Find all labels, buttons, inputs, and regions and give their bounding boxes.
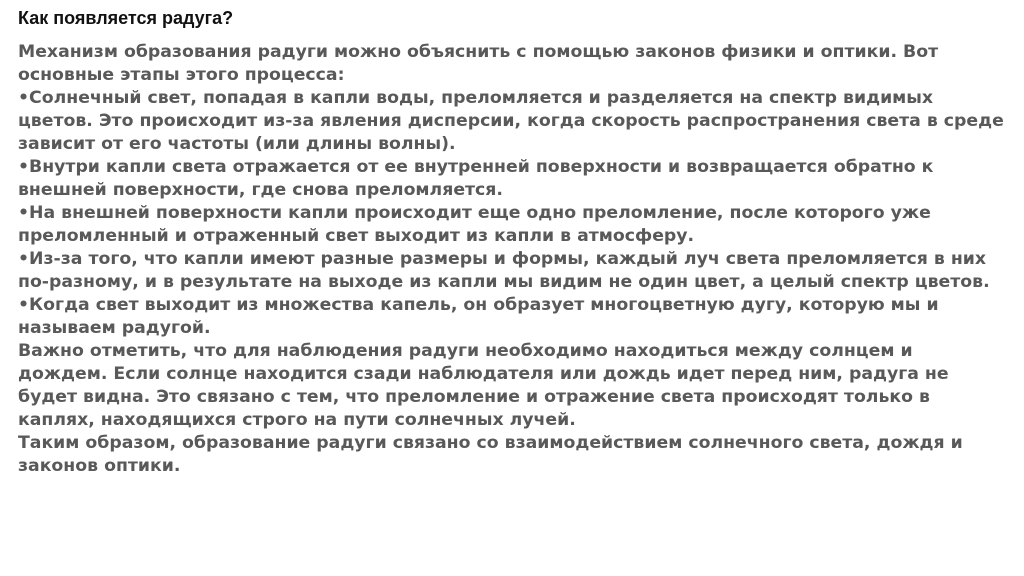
bullet-item-3: •На внешней поверхности капли происходит еще одно преломление, после которого уже преломленный и отраженный свет выходит из капли в атмосферу. [18, 203, 931, 246]
bullet-item-5: •Когда свет выходит из множества капель, он образует многоцветную дугу, которую мы и называем радугой. [18, 295, 939, 338]
slide-title: Как появляется радуга? [18, 8, 234, 28]
bullet-item-4: •Из-за того, что капли имеют разные размеры и формы, каждый луч света преломляется в них по-разному, и в результате на выходе из капли мы видим не один цвет, а целый спектр цветов. [18, 249, 990, 292]
slide-body [18, 41, 1006, 478]
intro-paragraph: Механизм образования радуги можно объяснить с помощью законов физики и оптики. Вот основные этапы этого процесса: [18, 42, 939, 85]
bullet-item-1: •Солнечный свет, попадая в капли воды, преломляется и разделяется на спектр видимых цветов. Это происходит из-за явления дисперсии, когда скорость распространения света в среде зависит от его частоты (или длины волны). [18, 88, 1004, 154]
note-paragraph: Важно отметить, что для наблюдения радуги необходимо находиться между солнцем и дождем. Если солнце находится сзади наблюдателя или дождь идет перед ним, радуга не будет видна. Это связано с тем, что преломление и отражение света происходят только в каплях, находящихся строго на пути солнечных лучей. [18, 341, 949, 430]
conclusion-paragraph: Таким образом, образование радуги связано со взаимодействием солнечного света, дождя и законов оптики. [18, 433, 963, 476]
bullet-item-2: •Внутри капли света отражается от ее внутренней поверхности и возвращается обратно к внешней поверхности, где снова преломляется. [18, 157, 934, 200]
